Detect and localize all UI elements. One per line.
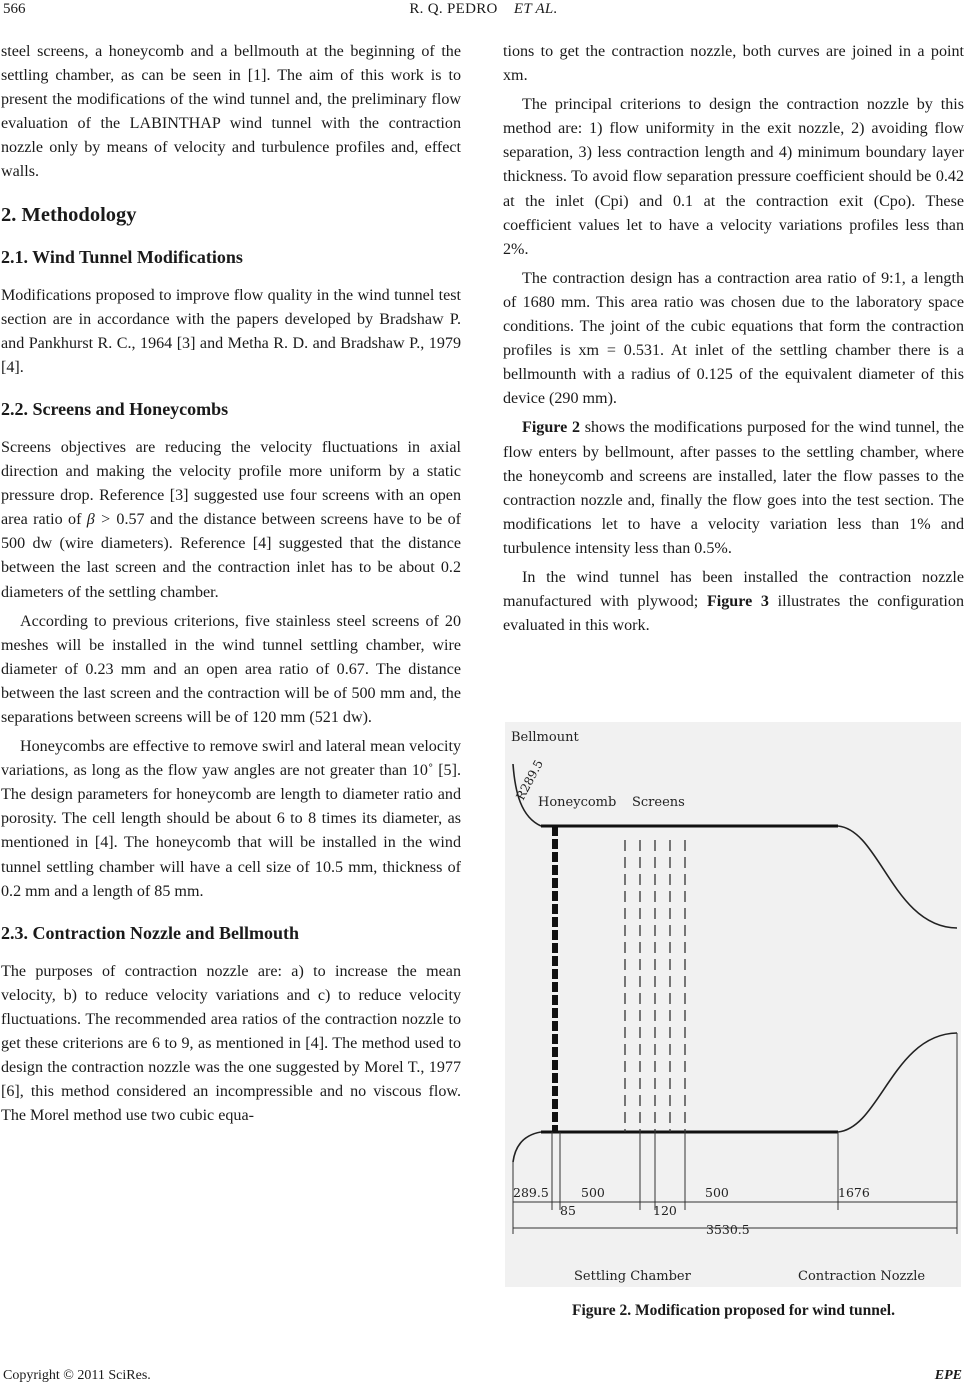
subsection-2-1-heading: 2.1. Wind Tunnel Modifications bbox=[1, 246, 243, 267]
dim-label-1676: 1676 bbox=[838, 1185, 870, 1200]
right-column bbox=[503, 40, 964, 638]
figure-3-text-b: illustrates the configuration evaluated in this work. bbox=[503, 593, 964, 635]
morel-continuation-paragraph: tions to get the contraction nozzle, both curves are joined in a point xm. bbox=[503, 43, 964, 85]
bellmouth-bottom-curve bbox=[513, 1132, 541, 1162]
subsection-2-1-paragraph: Modifications proposed to improve flow quality in the wind tunnel test section are in accordance with the papers developed by Bradshaw P. and Pankhurst R. C., 1964 [3] and Metha R. D. and Bradshaw P., 1979 [4]. bbox=[1, 286, 461, 376]
figure-2-reference: Figure 2 bbox=[522, 419, 581, 437]
contraction-bottom-curve bbox=[838, 1033, 957, 1132]
label-screens: Screens bbox=[632, 795, 685, 810]
screens-paragraph-1 bbox=[1, 436, 461, 605]
left-column bbox=[1, 40, 461, 1128]
section-2-heading: 2. Methodology bbox=[1, 203, 137, 226]
running-head bbox=[0, 1, 967, 18]
label-contraction-nozzle: Contraction Nozzle bbox=[798, 1269, 926, 1284]
dim-label-85: 85 bbox=[560, 1203, 576, 1218]
dim-label-3530-5: 3530.5 bbox=[706, 1222, 750, 1237]
label-radius: R289.5 bbox=[513, 757, 547, 803]
running-head-et-al: ET AL. bbox=[513, 1, 558, 17]
criteria-paragraph: The principal criterions to design the contraction nozzle by this method are: 1) flow uniformity in the exit nozzle, 2) avoiding flow separation, 3) less contraction length and 4) minimum boundary layer thickness. To avoid flow separation pressure coefficient should be 0.42 at the inlet (Cpi) and 0.1 at the contraction exit (Cpo). These coefficient values let to have a velocity variations profiles less than 2%. bbox=[503, 96, 964, 258]
wind-tunnel-diagram bbox=[505, 722, 961, 1287]
figure-2-caption: Figure 2. Modification proposed for wind tunnel. bbox=[572, 1302, 895, 1319]
running-head-authors: R. Q. PEDRO bbox=[409, 1, 498, 17]
contraction-paragraph: The purposes of contraction nozzle are: a) to increase the mean velocity, b) to reduce velocity variations and c) to reduce velocity fluctuations. The recommended area ratios of the contraction nozzle to get these criterions are 6 to 9, as mentioned in [4]. The method used to design the contraction nozzle was the one suggested by Morel T., 1977 [6], this method considered an incompressible and no viscous flow. The Morel method use two cubic equa- bbox=[1, 962, 461, 1125]
subsection-2-3-heading: 2.3. Contraction Nozzle and Bellmouth bbox=[1, 922, 299, 943]
figure-3-text-a: In the wind tunnel has been installed the contraction nozzle manufactured with plywood; bbox=[503, 568, 964, 611]
figure-2-diagram bbox=[505, 722, 961, 1287]
label-honeycomb: Honeycomb bbox=[538, 795, 617, 810]
figure-3-reference: Figure 3 bbox=[706, 593, 769, 611]
dim-label-289-5: 289.5 bbox=[513, 1185, 549, 1200]
intro-paragraph: steel screens, a honeycomb and a bellmouth at the beginning of the settling chamber, as can be seen in [1]. The aim of this work is to present the modifications of the wind tunnel and, the preliminary flow evaluation of the LABINTHAP wind tunnel with the contraction nozzle only by means of velocity and turbulence profiles and, effect walls. bbox=[1, 43, 461, 181]
contraction-top-curve bbox=[838, 826, 957, 928]
copyright-footer: Copyright © 2011 SciRes. bbox=[3, 1368, 151, 1383]
figure-2-description-paragraph bbox=[503, 416, 964, 561]
honeycomb-paragraph: Honeycombs are effective to remove swirl and lateral mean velocity variations, as long as the flow yaw angles are not greater than 10˚ [5]. The design parameters for honeycomb are length to diameter ratio and porosity. The cell length should be about 6 to 8 times its diameter, as mentioned in [4]. The honeycomb that will be installed in the wind tunnel settling chamber will have a cell size of 10.5 mm, thickness of 0.2 mm and a length of 85 mm. bbox=[1, 738, 461, 900]
label-bellmount: Bellmount bbox=[511, 730, 579, 745]
screens-p1-text-a: Screens objectives are reducing the velocity fluctuations in axial direction and making the velocity profile more uniform by a static pressure drop. Reference [3] suggested use four screens with an open area ratio of bbox=[1, 438, 461, 529]
dim-label-120: 120 bbox=[653, 1203, 677, 1218]
contraction-design-paragraph: The contraction design has a contraction area ratio of 9:1, a length of 1680 mm. This area ratio was chosen due to the laboratory space conditions. The joint of the cubic equations that form the contraction profiles is xm = 0.531. At inlet of the settling chamber there is a bellmounth with a radius of 0.125 of the equivalent diameter of this device (290 mm). bbox=[503, 269, 964, 408]
beta-symbol: β > bbox=[86, 511, 112, 529]
page-number: 566 bbox=[3, 1, 26, 17]
label-settling-chamber: Settling Chamber bbox=[574, 1269, 691, 1284]
figure-3-paragraph bbox=[503, 566, 964, 638]
dim-label-500-b: 500 bbox=[705, 1185, 729, 1200]
figure-2-description-text: shows the modifications purposed for the wind tunnel, the flow enters by bellmount, after passes to the settling chamber, where the honeycomb and screens are installed, later the flow passes to the contraction nozzle and, finally the flow goes into the test section. The modifications let to have a velocity variation less than 1% and turbulence intensity less than 0.5%. bbox=[503, 419, 964, 557]
subsection-2-2-heading: 2.2. Screens and Honeycombs bbox=[1, 398, 229, 419]
dim-label-500-a: 500 bbox=[581, 1185, 605, 1200]
page-header bbox=[0, 0, 967, 26]
journal-abbreviation: EPE bbox=[934, 1368, 962, 1383]
screens-p1-text-b: 0.57 and the distance between screens have to be of 500 dw (wire diameters). Reference [4] suggested that the distance between the last screen and the contraction inlet has to be about 0.2 diameters of the settling chamber. bbox=[1, 511, 461, 601]
screens-paragraph-2: According to previous criterions, five stainless steel screens of 20 meshes will be installed in the wind tunnel settling chamber, wire diameter of 0.23 mm and an open area ratio of 0.67. The distance between the last screen and the contraction will be of 500 mm and, the separations between screens will be of 120 mm (521 dw). bbox=[1, 612, 461, 726]
